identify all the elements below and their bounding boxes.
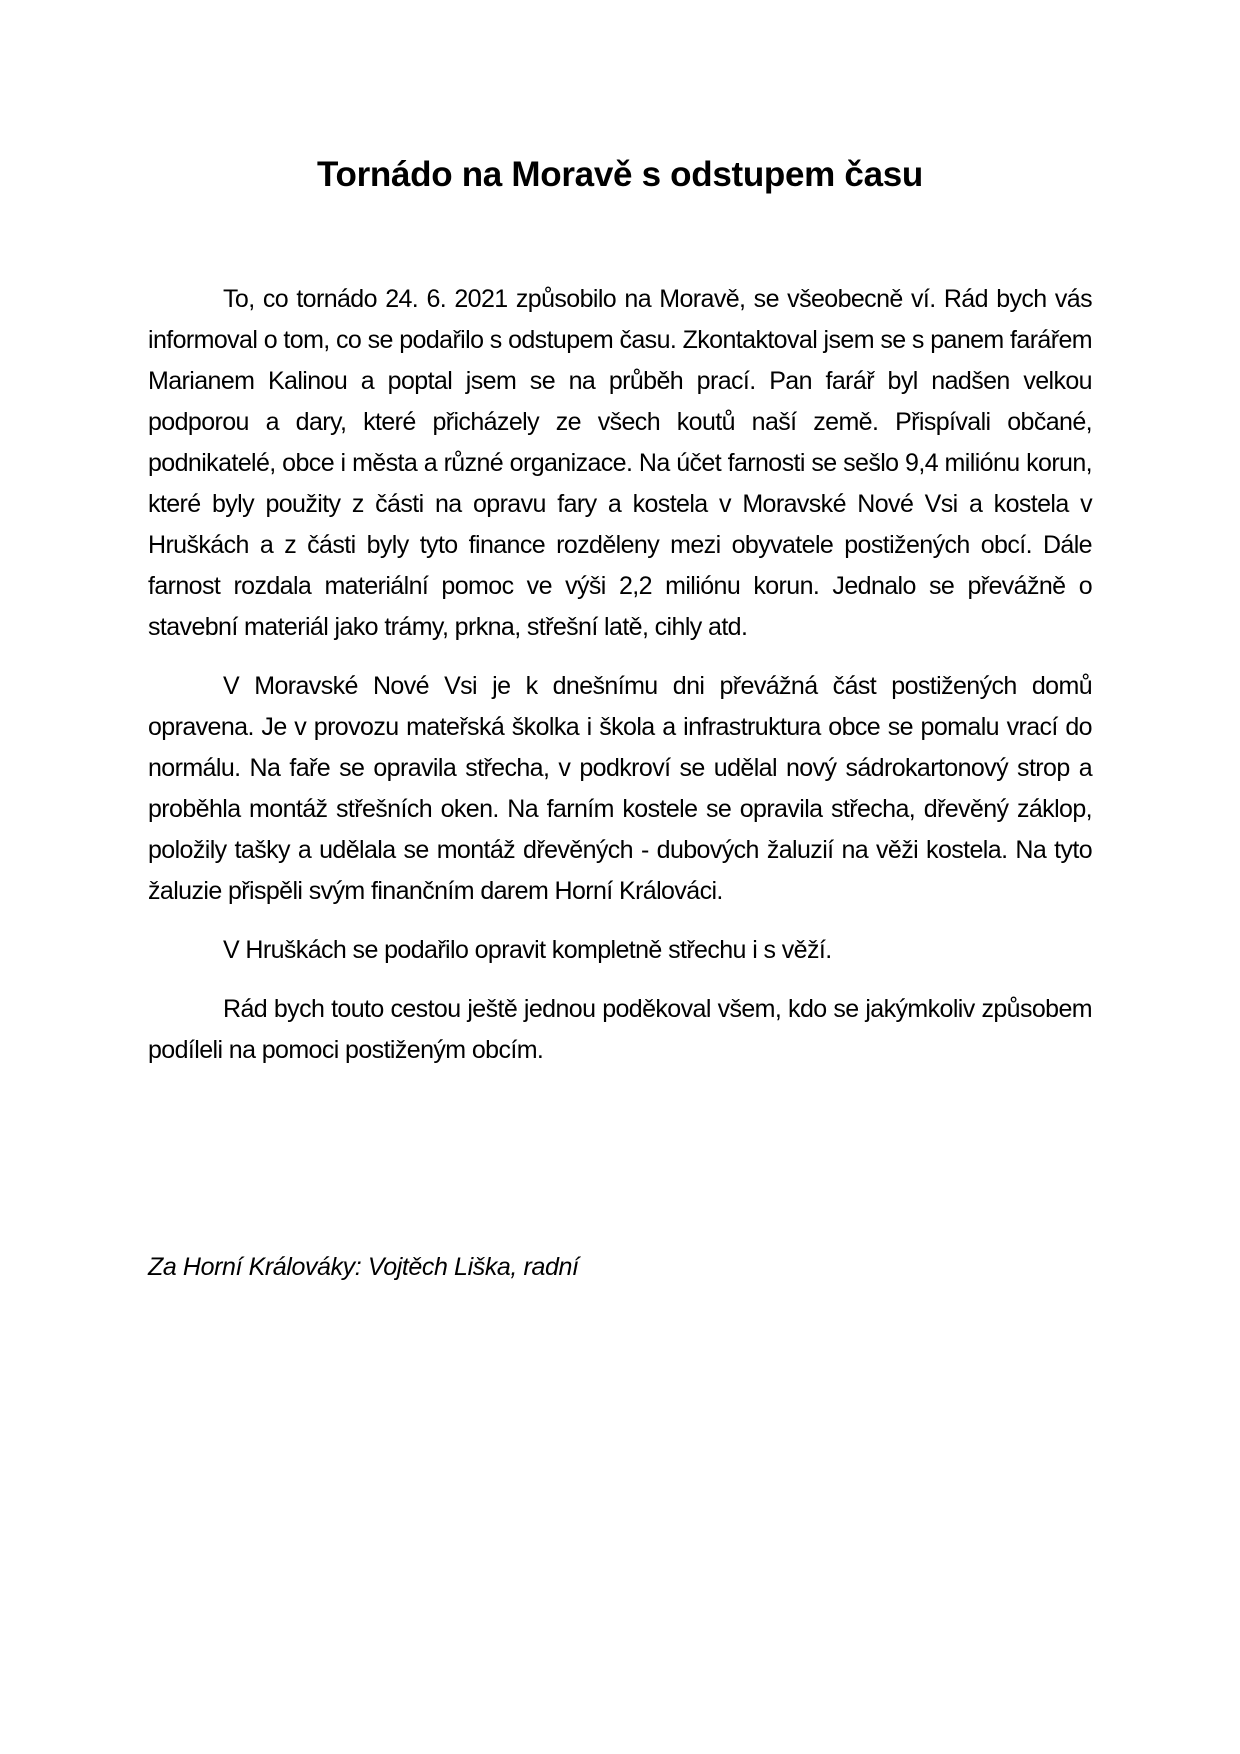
paragraph-funding: To, co tornádo 24. 6. 2021 způsobilo na Moravě, se všeobecně ví. Rád bych vás informoval o tom, co se podařilo s odstupem času. Zkontaktoval jsem se s panem farářem Marianem Kalinou a poptal jsem se na průběh prací. Pan farář byl nadšen velkou podporou a dary, které přicházely ze všech koutů naší země. Přispívali občané, podnikatelé, obce i města a různé organizace. Na účet farnosti se sešlo 9,4 miliónu korun, které byly použity z části na opravu fary a kostela v Moravské Nové Vsi a kostela v Hruškách a z části byly tyto finance rozděleny mezi obyvatele postižených obcí. Dále farnost rozdala materiální pomoc ve výši 2,2 miliónu korun. Jednalo se převážně o stavební materiál jako trámy, prkna, střešní latě, cihly atd. — [148, 285, 1092, 641]
document-title: Tornádo na Moravě s odstupem času — [317, 155, 923, 194]
paragraph-moravska-nova-ves: V Moravské Nové Vsi je k dnešnímu dni převážná část postižených domů opravena. Je v provozu mateřská školka i škola a infrastruktura obce se pomalu vrací do normálu. Na faře se opravila střecha, v podkroví se udělal nový sádrokartonový strop a proběhla montáž střešních oken. Na farním kostele se opravila střecha, dřevěný záklop, položily tašky a udělala se montáž dřevěných - dubových žaluzií na věži kostela. Na tyto žaluzie přispěli svým finančním darem Horní Králováci. — [148, 672, 1092, 905]
paragraph-hrusky: V Hruškách se podařilo opravit kompletně střechu i s věží. — [223, 936, 832, 964]
signature: Za Horní Králováky: Vojtěch Liška, radní — [148, 1253, 579, 1281]
document-body — [148, 279, 1092, 1089]
paragraph-thanks: Rád bych touto cestou ještě jednou poděkoval všem, kdo se jakýmkoliv způsobem podíleli na pomoci postiženým obcím. — [148, 995, 1092, 1064]
